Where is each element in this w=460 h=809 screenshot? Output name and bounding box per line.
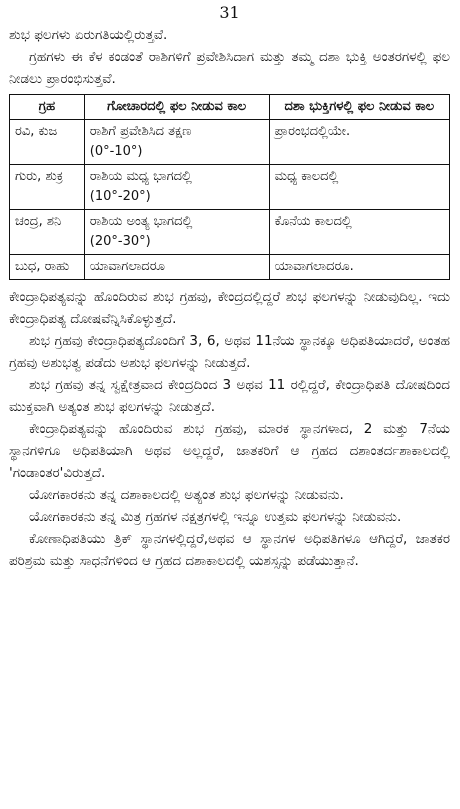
paragraph: ಕೇಂದ್ರಾಧಿಪತ್ಯವನ್ನು ಹೊಂದಿರುವ ಶುಭ ಗ್ರಹವು, ಕೇಂದ್ರದಲ್ಲಿದ್ದರೆ ಶುಭ ಫಲಗಳನ್ನು ನೀಡುವುದಿಲ್ಲ. ಇದು ಕೇಂದ್ರಾಧಿಪತ್ಯ ದೋಷವೆನ್ನಿಸಿಕೊಳ್ಳುತ್ತದೆ. [9,289,450,327]
header-graha: ಗ್ರಹ [10,95,85,120]
cell-dasha: ಮಧ್ಯ ಕಾಲದಲ್ಲಿ [269,165,449,210]
paragraph: ಕೇಂದ್ರಾಧಿಪತ್ಯವನ್ನು ಹೊಂದಿರುವ ಶುಭ ಗ್ರಹವು, ಮಾರಕ ಸ್ಥಾನಗಳಾದ, 2 ಮತ್ತು 7ನೆಯ ಸ್ಥಾನಗಳಿಗೂ ಅಧಿಪತಿಯಾಗಿ ಅಥವ ಅಲ್ಲದ್ದರೆ, ಜಾತಕರಿಗೆ ಆ ಗ್ರಹದ ದಶಾಂತರ್ದಶಾಕಾಲದಲ್ಲಿ 'ಗಂಡಾಂತರ'ವಿರುತ್ತದೆ. [9,421,450,481]
page-number: 31 [219,3,240,22]
paragraph: ಕೋಣಾಧಿಪತಿಯು ತ್ರಿಕ್ ಸ್ಥಾನಗಳಲ್ಲಿದ್ದರೆ,ಅಥವ ಆ ಸ್ಥಾನಗಳ ಅಧಿಪತಿಗಳೂ ಆಗಿದ್ದರೆ, ಜಾತಕರ ಪರಿಶ್ರಮ ಮತ್ತು ಸಾಧನೆಗಳಿಂದ ಆ ಗ್ರಹದ ದಶಾಕಾಲದಲ್ಲಿ ಯಶಸ್ಸನ್ನು ಪಡೆಯುತ್ತಾನೆ. [9,531,450,569]
cell-dasha: ಯಾವಾಗಲಾದರೂ. [269,255,449,280]
intro-line: ಶುಭ ಫಲಗಳು ಏರುಗತಿಯಲ್ಲಿರುತ್ತವೆ. [9,27,168,43]
cell-graha: ಗುರು, ಶುಕ್ರ [10,165,85,210]
gochara-range: (10°-20°) [89,189,151,204]
table-row [10,165,450,210]
gochara-range: (0°-10°) [89,144,143,159]
cell-gochara [84,165,269,210]
cell-gochara [84,120,269,165]
paragraph: ಶುಭ ಗ್ರಹವು ತನ್ನ ಸ್ವಕ್ಷೇತ್ರವಾದ ಕೇಂದ್ರದಿಂದ 3 ಅಥವ 11 ರಲ್ಲಿದ್ದರೆ, ಕೇಂದ್ರಾಧಿಪತಿ ದೋಷದಿಂದ ಮುಕ್ತವಾಗಿ ಅತ್ಯಂತ ಶುಭ ಫಲಗಳನ್ನು ನೀಡುತ್ತದೆ. [9,377,450,415]
paragraph: ಯೋಗಕಾರಕನು ತನ್ನ ದಶಾಕಾಲದಲ್ಲಿ ಅತ್ಯಂತ ಶುಭ ಫಲಗಳನ್ನು ನೀಡುವನು. [29,487,344,503]
planet-timing-table [9,94,450,280]
table-header-row [10,95,450,120]
table-row [10,210,450,255]
paragraph: ಶುಭ ಗ್ರಹವು ಕೇಂದ್ರಾಧಿಪತ್ಯದೊಂದಿಗೆ 3, 6, ಅಥವ 11ನೆಯ ಸ್ಥಾನಕ್ಕೂ ಅಧಿಪತಿಯಾದರೆ, ಅಂತಹ ಗ್ರಹವು ಅಶುಭತ್ವ ಪಡೆದು ಅಶುಭ ಫಲಗಳನ್ನು ನೀಡುತ್ತದೆ. [9,333,450,371]
cell-dasha: ಕೊನೆಯ ಕಾಲದಲ್ಲಿ [269,210,449,255]
cell-gochara [84,210,269,255]
cell-graha: ಚಂದ್ರ, ಶನಿ [10,210,85,255]
cell-graha: ರವಿ, ಕುಜ [10,120,85,165]
header-dasha: ದಶಾ ಭುಕ್ತಿಗಳಲ್ಲಿ ಫಲ ನೀಡುವ ಕಾಲ [269,95,449,120]
cell-gochara: ಯಾವಾಗಲಾದರೂ [84,255,269,280]
gochara-text: ರಾಶಿಗೆ ಪ್ರವೇಶಿಸಿದ ತಕ್ಷಣ [89,124,192,139]
gochara-range: (20°-30°) [89,234,151,249]
gochara-text: ರಾಶಿಯ ಅಂತ್ಯ ಭಾಗದಲ್ಲಿ [89,214,193,229]
gochara-text: ರಾಶಿಯ ಮಧ್ಯ ಭಾಗದಲ್ಲಿ [89,169,192,184]
cell-dasha: ಪ್ರಾರಂಭದಲ್ಲಿಯೇ. [269,120,449,165]
header-gochara: ಗೋಚಾರದಲ್ಲಿ ಫಲ ನೀಡುವ ಕಾಲ [84,95,269,120]
cell-graha: ಬುಧ, ರಾಹು [10,255,85,280]
table-row [10,255,450,280]
paragraph: ಯೋಗಕಾರಕನು ತನ್ನ ಮಿತ್ರ ಗ್ರಹಗಳ ನಕ್ಷತ್ರಗಳಲ್ಲಿ ಇನ್ನೂ ಉತ್ತಮ ಫಲಗಳನ್ನು ನೀಡುವನು. [29,509,402,525]
intro-paragraph: ಗ್ರಹಗಳು ಈ ಕೆಳ ಕಂಡಂತೆ ರಾಶಿಗಳಿಗೆ ಪ್ರವೇಶಿಸಿದಾಗ ಮತ್ತು ತಮ್ಮ ದಶಾ ಭುಕ್ತಿ ಅಂತರಗಳಲ್ಲಿ ಫಲ ನೀಡಲು ಪ್ರಾರಂಭಿಸುತ್ತವೆ. [9,49,450,87]
table-row [10,120,450,165]
